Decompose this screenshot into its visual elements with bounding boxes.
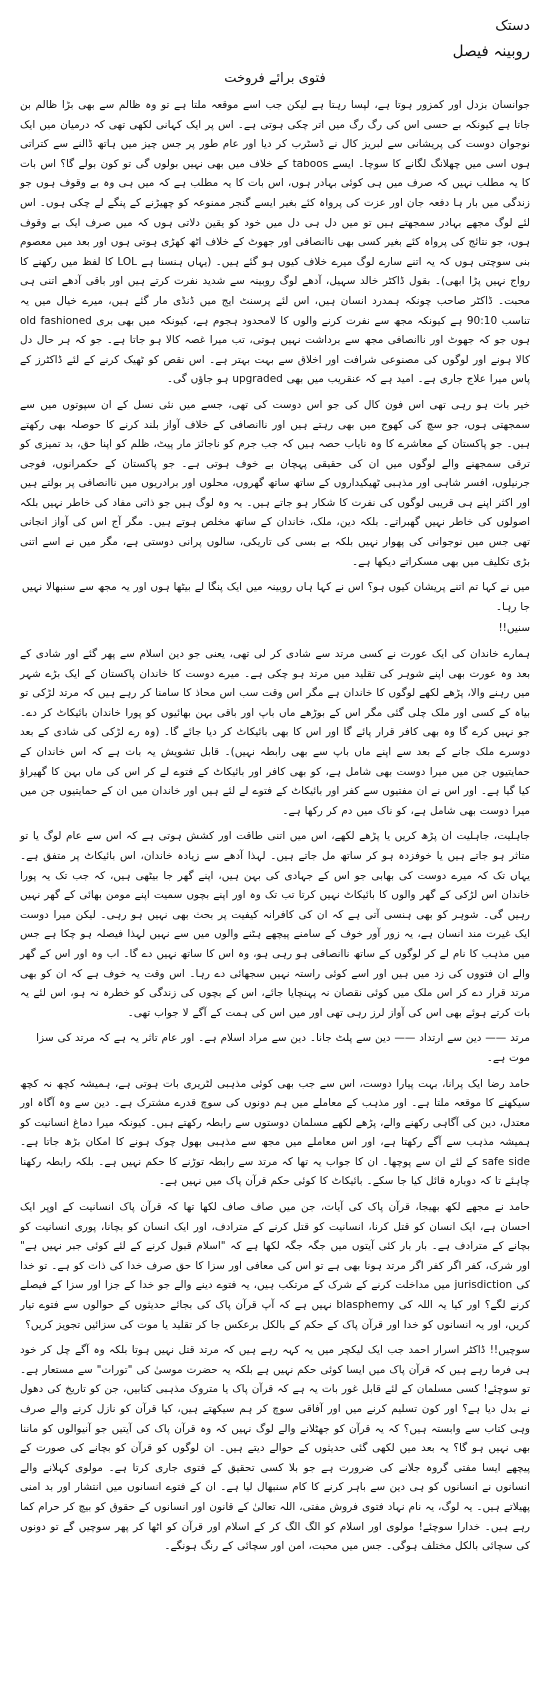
paragraph-2: خیر بات ہو رہی تھی اس فون کال کی جو اس دوست کی تھی، جسے میں نئی نسل کے ان سپوتوں میں سے سمجھتی ہوں، جو سچ کی کھوج میں بھی رہتے ہیں اور ناانصافی کے خلاف آواز بلند کرنے کا حوصلہ بھی رکھتے ہیں۔ جو پاکستان کے معاشرے کا وہ نایاب حصہ ہیں کہ جب جرم کو ناجائز مار پیٹ، ظلم کو اپنا حق، بد تمیزی کو ترقی سمجھنے والے لوگوں میں ان کی حقیقی پہچان بے خوف ہوتی ہے۔ جو پاکستان کے حکمرانوں، فوجی جرنیلوں، افسر شاہی اور مذہبی ٹھیکیداروں کے ساتھ ساتھ گھروں، محلوں اور برادریوں میں ناانصافی پر بولتے ہیں اور اکثر اپنے ہی قریبی لوگوں کی نفرت کا شکار ہو جاتے ہیں۔ یہ وہ لوگ ہیں جو ذاتی مفاد کی خاطر نہیں بلکہ اصولوں کی خاطر نہیں گھبراتے۔ بلکہ دین، ملک، خاندان کے ساتھ مخلص ہوتے ہیں۔ مگر آج اس کی آواز انجانی تھی جس میں نوجوانی کی پھوار نہیں بلکہ بے بسی کی تاریکی، سالوں پرانی دوستی ہے، مگر میں نے اسے اتنی بڑی تکلیف میں بھی مسکراتے دیکھا ہے۔ bbox=[20, 398, 530, 568]
article-header bbox=[20, 14, 530, 64]
paragraph-8: حامد رضا ایک پرانا، بہت پیارا دوست، اس سے جب بھی کوئی مذہبی لٹریری بات ہوتی ہے، ہمیشہ کچھ نہ کچھ سیکھنے کا موقعہ ملتا ہے۔ اور مذہب کے معاملے میں ہم دونوں کی سوچ قدرے مشترک ہے۔ دین سے وہ آگاہ اور معتدل، دین کی آگاہی رکھنے والے، پڑھے لکھے مسلمان دوستوں سے رابطہ رکھتے ہیں۔ کیونکہ میرا دماغ انسانیت کو ہمیشہ مذہب سے آگے رکھتا ہے، اور اس معاملے میں مجھ سے مذہبی بھول چوک ہونے کا امکان بڑھ جاتا ہے۔ safe side کے لئے ان سے پوچھا۔ ان کا جواب یہ تھا کہ مرتد سے رابطہ توڑنے کا حکم نہیں ہے۔ بلکہ رابطہ رکھنا چاہئے تا کہ دوبارہ قائل کیا جا سکے۔ بائیکاٹ کا کوئی حکم قرآن پاک میں نہیں ہے۔ bbox=[20, 1077, 530, 1188]
paragraph-10: سوچیں!! ڈاکٹر اسرار احمد جب ایک لیکچر میں یہ کہہ رہے ہیں کہ مرتد قتل نہیں ہوتا بلکہ وہ آگے چل کر خود ہی فرما رہے ہیں کہ قرآن پاک میں ایسا کوئی حکم نہیں ہے بلکہ یہ حضرت موسیٰ کی "تورات" سے مستعار ہے۔ تو سوچئے! کسی مسلمان کے لئے قابل غور بات یہ ہے کہ قرآن پاک یا متروک مذہبی کتابیں، جن کو تاریخ کی دھول نے بدل دیا ہے؟ اور کون تسلیم کرنے میں اور آفاقی سوچ کر ہم سیکھتے ہیں، کیا قرآن کو نازل کرنے والے صرف وہی کتاب سے وابستہ ہیں؟ کہ یہ قرآن کو جھٹلانے والے لوگ نہیں کہ وہ قرآن پاک کی آیتیں جو آنیوالوں کو ماننا بھی نہیں ہو گا؟ یہ بعد میں لکھی گئی حدیثوں کے حوالے دیتے ہیں۔ ان لوگوں کو قرآن کو بچانے کی صورت کے پیچھے ایسا مفتی گروہ جلانے کی ضرورت ہے جو بلا کسی تحقیق کے فتوی جاری کرتا ہے۔ مولوی کہلانے والے انسانوں نے انسانوں کو ہی دین سے باہر کرنے کا کام سنبھال لیا ہے۔ ان کے فتوے انسانوں میں انتشار اور بد امنی پھیلاتے ہیں۔ یہ لوگ، یہ نام نہاد فتوی فروش مفتی، اللہ تعالیٰ کے قانون اور انسانوں کے حقوق کو بیچ کر حرام کما رہے ہیں۔ خدارا سوچئے! مولوی اور اسلام کو الگ الگ کر کے اسلام اور قرآن کو اٹھا کر پھر سوچیں گے تو دونوں کی سچائی بالکل مختلف ہوگی۔ جس میں محبت، امن اور سچائی کے رنگ ہونگے۔ bbox=[20, 1344, 530, 1553]
article-title: فتوی برائے فروخت bbox=[224, 71, 326, 86]
paragraph-5: ہمارے خاندان کی ایک عورت نے کسی مرتد سے شادی کر لی تھی، یعنی جو دین اسلام سے پھر گئے اور شادی کے بعد وہ عورت بھی اپنے شوہر کی تقلید میں مرتد ہو چکی ہے۔ میرے دوست کا خاندان پاکستان کے ایک بڑے شہر میں رہنے والا، پڑھے لکھے لوگوں کا خاندان ہے مگر اس وقت سب اس محاذ کا سامنا کر رہے ہیں کہ مرتد لڑکی تو بیاہ کے کسی اور ملک چلی گئی مگر اس کے بوڑھے ماں باپ اور باقی بہن بھائیوں کو پورا خاندان بائیکاٹ کر دے۔ جو نہیں کرے گا وہ بھی کافر قرار پائے گا اور اس کا بھی بائیکاٹ کر دیا جائے گا۔ (وہ رے لڑکی کی شادی کے بعد دوسرے ملک جانے کے بعد سے اپنے ماں باپ سے بھی رابطہ نہیں)۔ قابل تشویش یہ بات ہے کہ اس خاندان کے حمایتیوں جن میں میرا دوست بھی شامل ہے، کو بھی کافر اور بائیکاٹ کے فتوے لے کر اس کی ماں بہن کا گھیراؤ کیا گیا ہے۔ اور اس نے ان مفتیوں سے کفر اور بائیکاٹ کے فتوے لے لئے ہیں اور خاندان میں ان کے حمایتیوں جن میں میرا دوست بھی شامل ہے، کو ناک میں دم کر رکھا ہے۔ bbox=[20, 648, 530, 817]
paragraph-4: سنیں!! bbox=[498, 622, 530, 635]
paragraph-1: جوانسان بزدل اور کمزور ہوتا ہے، لپسا رہتا ہے لیکن جب اسے موقعہ ملتا ہے تو وہ ظالم سے بھی بڑا ظالم بن جاتا ہے کیونکہ بے حسی اس کی رگ رگ میں اتر چکی ہوتی ہے۔ اس پر ایک کہانی لکھی تھی کہ درمیان میں ایک نوجوان دوست کی پریشانی سے لبریز کال نے ڈسٹرب کر دیا اور عام طور پر جس چیز میں ہاتھ ڈالنے سے کتراتی ہوں اسی میں چھلانگ لگانے کا سوچا۔ ایسے taboos کے خلاف میں بھی نہیں بولوں گی تو کون بولے گا؟ اس بات کا یہ مطلب نہیں کہ صرف میں ہی کوئی بہادر ہوں، اس بات کا یہ مطلب ہے کہ میں ہی وہ بے وقوف ہوں جو زندگی میں بار ہا دفعہ جان اور عزت کی پرواہ کئے بغیر ایسے گنجر ممنوعہ کو چھیڑنے کے پنگے لے چکی ہوں۔ اس لئے لوگ مجھے بہادر سمجھتے ہیں تو میں دل ہی دل میں خود کو یقین دلاتی ہوں کہ میں صرف ایک بے وقوف ہوں، جو نتائج کی پرواہ کئے بغیر کسی بھی ناانصافی اور جھوٹ کے خلاف اٹھ کھڑی ہوتی ہوں اور بعد میں معصوم بنی سوچتی ہوں کہ یہ اتنے سارے لوگ میرے خلاف کیوں ہو گئے ہیں۔ (یہاں ہنسنا ہے LOL کا لفظ میں رکھنے کا رواج نہیں پڑا ابھی)۔ بقول ڈاکٹر خالد سہیل، آدھے لوگ روبینہ سے شدید نفرت کرتے ہیں اور باقی آدھے اتنی ہی محبت۔ ڈاکٹر صاحب چونکہ ہمدرد انسان ہیں، اس لئے پرسنٹ ایج میں ڈنڈی مار گئے ہیں، میرے خیال میں یہ تناسب 90:10 ہے کیونکہ مجھ سے نفرت کرنے والوں کا لامحدود ہجوم ہے، کیونکہ میں بھی بری old fashioned ہوں جو کہ جھوٹ اور ناانصافی مجھ سے برداشت نہیں ہوتی، تب میرا غصہ کالا ہو جاتا ہے۔ جو کہ ہر حال دل کالا ہونے اور لوگوں کی مصنوعی شرافت اور اخلاق سے بہت بہتر ہے۔ اس نقص کو ٹھیک کرنے کے لئے ڈاکٹرز کے پاس میرا علاج جاری ہے۔ امید ہے کہ عنقریب میں بھی upgraded ہو جاؤں گی۔ bbox=[20, 99, 530, 386]
author-name: روبینہ فیصل bbox=[452, 42, 530, 60]
column-name: دستک bbox=[495, 18, 530, 34]
paragraph-3: میں نے کہا تم اتنے پریشان کیوں ہو؟ اس نے کہا ہاں روبینہ میں ایک پنگا لے بیٹھا ہوں اور یہ مجھ سے سنبھالا نہیں جا رہا۔ bbox=[21, 581, 530, 613]
paragraph-7: مرتد —— دین سے ارتداد —— دین سے پلٹ جانا۔ دین سے مراد اسلام ہے۔ اور عام تاثر یہ ہے کہ مرتد کی سزا موت ہے۔ bbox=[36, 1032, 530, 1064]
paragraph-6: جاہلیت، جاہلیت ان پڑھ کریں یا پڑھے لکھے، اس میں اتنی طاقت اور کشش ہوتی ہے کہ اس سے عام لوگ یا تو متاثر ہو جاتے ہیں یا خوفزدہ ہو کر ساتھ مل جاتے ہیں۔ لہذا آدھے سے زیادہ خاندان، اس بائیکاٹ پر متفق ہے۔ یہاں تک کہ میرے دوست کی بھابی جو اس کے جہادی کی بہن ہیں، اپنے گھر جا بیٹھی ہیں، کہ جب تک یہ پورا خاندان اس لڑکی کے گھر والوں کا بائیکاٹ نہیں کرتا تب تک وہ اور اپنے بچوں سمیت اپنے مومن بھائی کے گھر نہیں رہیں گی۔ شوہر کو بھی ہنسی آتی ہے کہ ان کی کافرانہ کیفیت پر بحث بھی نہیں ہو رہی۔ لیکن میرا دوست ایک غیرت مند انسان ہے، یہ زور آور خوف کے سامنے پیچھے ہٹنے والوں میں سے نہیں لہذا فیصلہ ہو چکا ہے جس میں مذہب کا نام لے کر لوگوں کے ساتھ ناانصافی ہو رہی ہو، وہ اس کا ساتھ نہیں دے گا۔ اب وہ اور اس کے گھر والے ان فتووں کی زد میں ہیں اور اسے کوئی راستہ نہیں سجھائی دے رہا۔ اس وقت یہ خوف ہے کہ ان کو بھی مرتد قرار دے کر اس ملک میں کوئی نقصان نہ پہنچایا جائے، اس کے بچوں کی زندگی کو خطرہ نہ ہو، اس لئے یہ بات کرتے ہوئے بھی اس کی آواز لرز رہی تھی اور میں اس کی ہمت کے آگے لا جواب تھی۔ bbox=[20, 830, 530, 1019]
paragraph-9: حامد نے مجھے لکھ بھیجا، قرآن پاک کی آیات، جن میں صاف صاف لکھا تھا کہ قرآن پاک انسانیت کے اوپر ایک احسان ہے، ایک انسان کو قتل کرنا، انسانیت کو قتل کرنے کے مترادف، اور ایک انسان کو بچانا، پوری انسانیت کو بچانے کے مترادف ہے۔ بار بار کئی آیتوں میں جگہ جگہ لکھا ہے کہ "اسلام قبول کرنے کے لئے کوئی جبر نہیں ہے" اور شرک، کفر اگر کفر اگر مرتد ہونا بھی ہے تو اس کی معافی اور سزا کا حق صرف خدا کی ذات کو ہے۔ تو خدا کی jurisdiction میں مداخلت کرنے کے شرک کے مرتکب ہیں، یہ فتوے دینے والے جو خدا کے جزا اور سزا کے فیصلے کرنے لگے؟ اور کیا یہ اللہ کی blasphemy نہیں ہے کہ آپ قرآن پاک کی بجائے حدیثوں کے حوالوں سے فتوے تیار کریں، اور یہ انسانوں کو خدا اور قرآن پاک کے حکم کے بالکل برعکس جا کر تقلید یا موت کی سزائیں تجویز کریں؟ bbox=[20, 1201, 531, 1331]
